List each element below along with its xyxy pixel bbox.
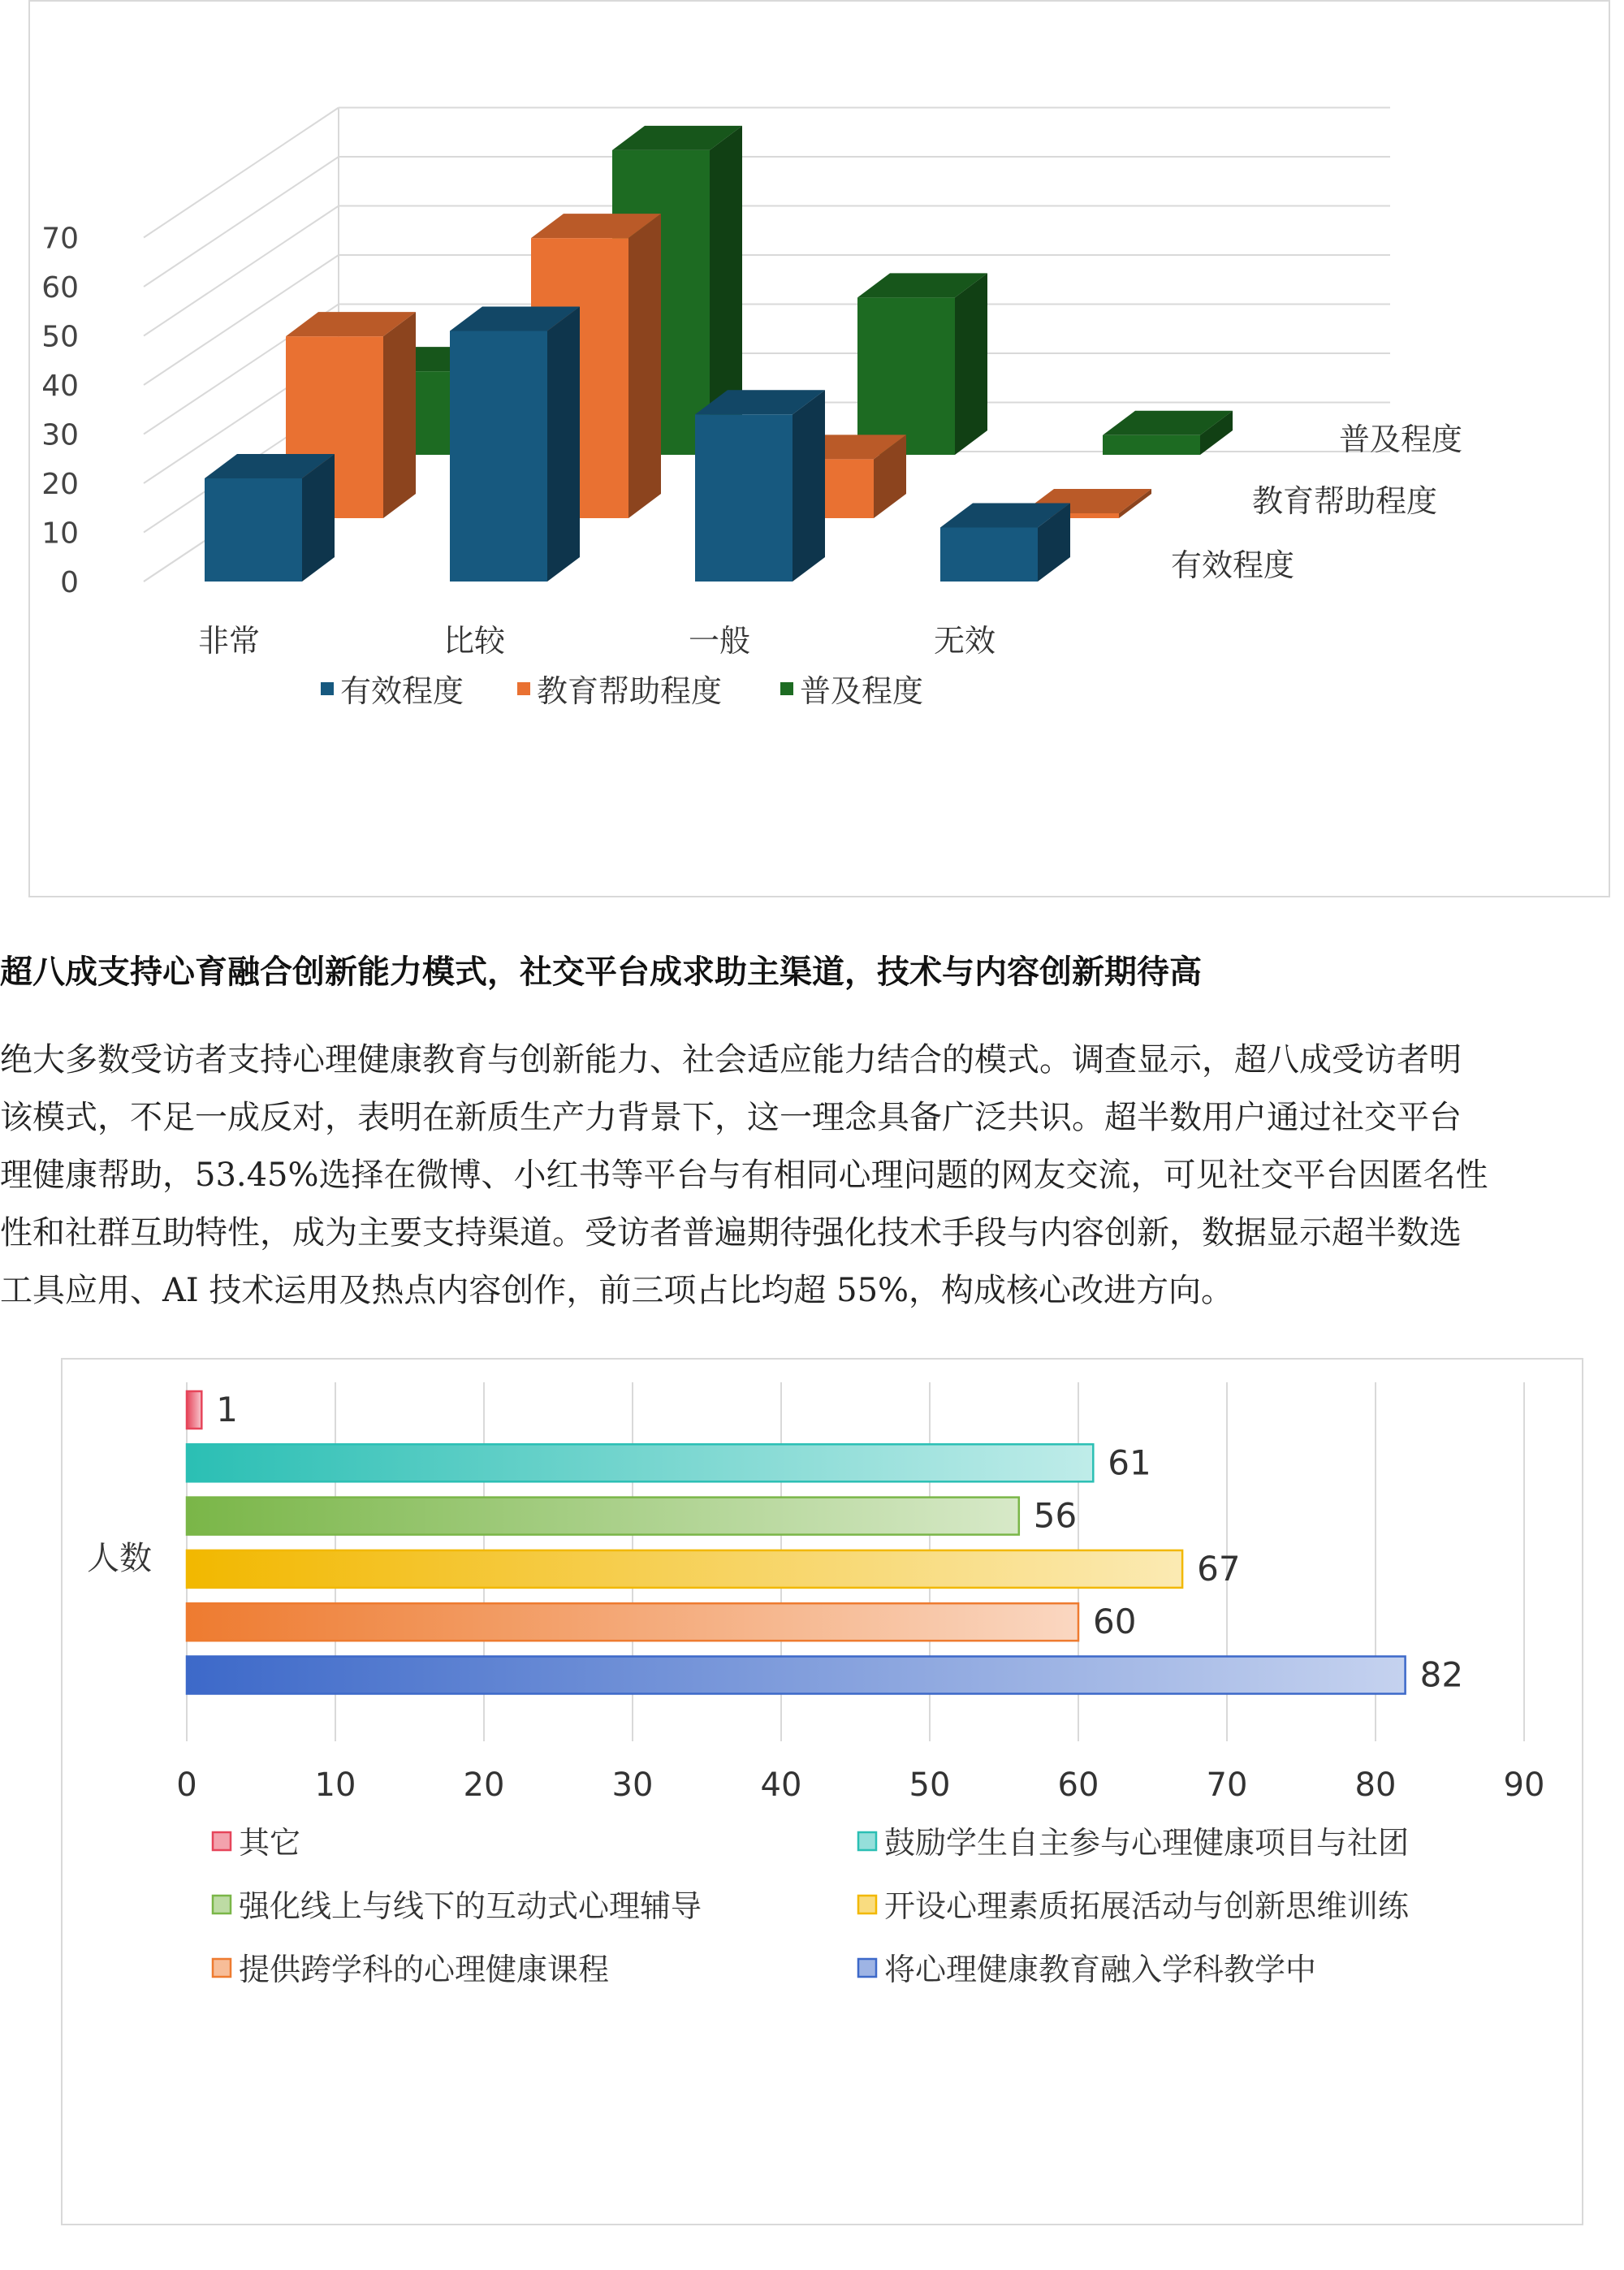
series-depth-label: 普及程度 (1339, 422, 1463, 457)
bar-front (450, 331, 547, 582)
x-tick-label: 30 (611, 1766, 654, 1804)
y-tick-label: 60 (41, 271, 79, 305)
gridline (144, 108, 339, 238)
paragraph-line: 绝大多数受访者支持心理健康教育与创新能力、社会适应能力结合的模式。调查显示，超八成受访者明 (0, 1041, 1462, 1079)
bar-3d (205, 454, 335, 582)
paragraph-line: 性和社群互助特性，成为主要支持渠道。受访者普遍期待强化技术手段与内容创新，数据显示超半数选 (0, 1214, 1462, 1252)
legend-swatch (321, 682, 334, 695)
x-tick-label: 40 (760, 1766, 802, 1804)
legend-swatch (517, 682, 530, 695)
x-tick-label: 比较 (443, 623, 506, 659)
y-tick-label: 40 (41, 370, 79, 403)
bar (187, 1444, 1093, 1481)
legend-swatch (213, 1959, 231, 1977)
paragraph-line: 理健康帮助，53.45%选择在微博、小红书等平台与有相同心理问题的网友交流，可见社交平台因匿名性 (0, 1157, 1488, 1194)
bar-3d (450, 306, 580, 582)
data-label: 56 (1033, 1495, 1078, 1536)
chart-3d-bar-container (28, 0, 1610, 897)
legend-label: 普及程度 (800, 673, 924, 709)
bar-side (547, 306, 580, 582)
x-tick-label: 90 (1503, 1766, 1545, 1804)
gridline (144, 206, 339, 336)
y-axis-label: 人数 (87, 1540, 152, 1577)
legend-label: 开设心理素质拓展活动与创新思维训练 (884, 1888, 1410, 1924)
data-label: 60 (1093, 1602, 1137, 1642)
legend-label: 有效程度 (340, 673, 464, 709)
bar-side (955, 273, 987, 455)
bar (187, 1550, 1182, 1588)
data-label: 82 (1419, 1654, 1464, 1695)
bar-front (857, 297, 955, 455)
bar-3d (940, 503, 1070, 582)
bar (187, 1498, 1019, 1535)
legend-label: 鼓励学生自主参与心理健康项目与社团 (884, 1825, 1410, 1861)
gridline (144, 157, 339, 287)
bar (187, 1657, 1406, 1694)
x-tick-label: 50 (909, 1766, 951, 1804)
bar-side (793, 390, 825, 582)
data-label: 61 (1108, 1442, 1151, 1483)
chart-horizontal-bar-container (61, 1358, 1583, 2225)
paragraph-line: 该模式，不足一成反对，表明在新质生产力背景下，这一理念具备广泛共识。超半数用户通过社交平台 (0, 1099, 1462, 1136)
series-depth-label: 有效程度 (1171, 547, 1295, 583)
bar-front (1103, 435, 1200, 455)
chart-plot-area (87, 1382, 1544, 1987)
x-tick-label: 一般 (688, 623, 751, 659)
x-tick-label: 无效 (933, 623, 996, 659)
legend-swatch (213, 1832, 231, 1850)
bar-3d (1103, 411, 1233, 455)
paragraph-line: 工具应用、AI 技术运用及热点内容创作，前三项占比均超 55%，构成核心改进方向。 (0, 1272, 1234, 1309)
legend-label: 强化线上与线下的互动式心理辅导 (239, 1888, 702, 1924)
bar-3d (857, 273, 987, 455)
legend-swatch (213, 1896, 231, 1913)
legend-label: 教育帮助程度 (537, 673, 723, 709)
x-tick-label: 80 (1354, 1766, 1397, 1804)
x-tick-label: 20 (463, 1766, 505, 1804)
legend-swatch (858, 1959, 876, 1977)
legend-swatch (858, 1832, 876, 1850)
x-tick-label: 0 (176, 1766, 197, 1804)
y-tick-label: 10 (41, 517, 79, 551)
bar-front (940, 527, 1038, 582)
legend-swatch (858, 1896, 876, 1913)
x-tick-label: 70 (1206, 1766, 1248, 1804)
legend-swatch (780, 682, 793, 695)
bar-side (383, 312, 416, 518)
chart-plot-area (41, 108, 1462, 710)
series-depth-label: 教育帮助程度 (1252, 483, 1438, 519)
bar-side (628, 214, 661, 518)
bar-3d (695, 390, 825, 582)
legend-label: 将心理健康教育融入学科教学中 (884, 1952, 1317, 1987)
chart-horizontal-bar (63, 1360, 1582, 2224)
y-tick-label: 70 (41, 222, 79, 256)
legend-label: 其它 (239, 1825, 301, 1861)
y-tick-label: 50 (41, 320, 79, 354)
x-tick-label: 60 (1057, 1766, 1099, 1804)
chart-3d-bar (30, 2, 1609, 896)
x-tick-label: 非常 (197, 623, 261, 659)
section-heading: 超八成支持心育融合创新能力模式，社交平台成求助主渠道，技术与内容创新期待高 (0, 953, 1202, 991)
legend-label: 提供跨学科的心理健康课程 (239, 1952, 610, 1987)
bar (187, 1603, 1078, 1641)
bar (187, 1391, 201, 1429)
body-paragraph (0, 1031, 1624, 1320)
x-tick-label: 10 (314, 1766, 356, 1804)
bar-front (205, 478, 302, 582)
data-label: 1 (216, 1390, 239, 1429)
y-tick-label: 20 (41, 468, 79, 501)
bar-front (695, 414, 793, 582)
y-tick-label: 0 (60, 566, 79, 599)
y-tick-label: 30 (41, 418, 79, 452)
data-label: 67 (1197, 1548, 1241, 1589)
